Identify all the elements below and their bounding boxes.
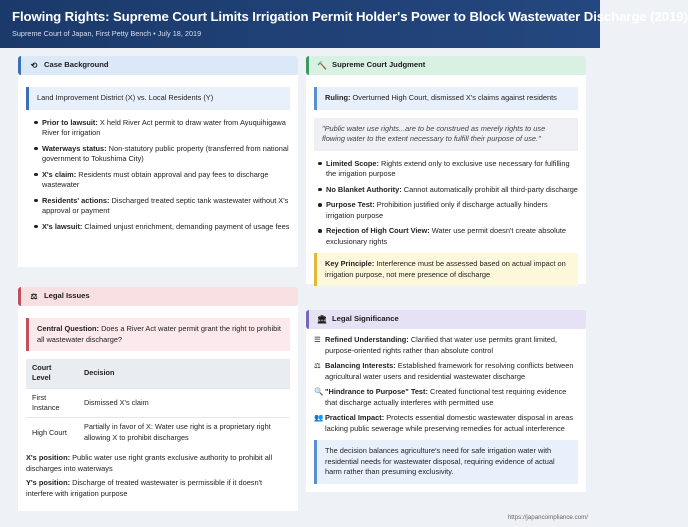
list-item: X's lawsuit: Claimed unjust enrichment, demanding payment of usage fees [34,222,290,233]
list-item: Waterways status: Non-statutory public property (transferred from national government to Tokushima City) [34,144,290,165]
list-item: No Blanket Authority: Cannot automatically prohibit all third-party discharge [318,185,578,196]
legal-significance-heading: 🏛 Legal Significance [306,310,586,329]
court-level-cell: First Instance [26,388,78,418]
page-subtitle: Supreme Court of Japan, First Petty Bench • July 18, 2019 [12,28,202,38]
court-decisions-table [26,359,290,447]
scales-icon: ⚖ [314,361,321,371]
ruling-callout: Ruling: Overturned High Court, dismissed X's claims against residents [314,87,578,110]
case-background-heading: ⟲ Case Background [18,56,298,75]
column-header: Decision [78,359,290,388]
judgment-list [314,159,578,248]
scales-icon: ⚖ [30,291,38,301]
decision-cell: Dismissed X's claim [78,388,290,418]
list-item: Rejection of High Court View: Water use permit doesn't create absolute exclusionary rights [318,226,578,247]
x-position: X's position: Public water use right grants exclusive authority to prohibit all discharges into waterways [26,453,273,473]
institution-icon: 🏛 [316,314,328,324]
judgment-card [306,75,586,284]
significance-summary: The decision balances agriculture's need for safe irrigation water with residential needs for wastewater disposal, requiring evidence of actual harm rather than presuming exclusivity. [314,440,578,484]
list-item: Purpose Test: Prohibition justified only if discharge actually hinders irrigation purpose [318,200,578,221]
table-header-row [26,359,290,388]
table-row [26,388,290,418]
case-background-card [18,75,298,267]
background-list [26,118,290,233]
list-icon: ☰ [314,335,321,344]
page-header [0,0,688,48]
y-position: Y's position: Discharge of treated wastewater is permissible if it doesn't interfere with irrigation purpose [26,478,263,498]
list-item: ⚖ Balancing Interests: Established framework for resolving conflicts between agricultural water users and residential wastewater discharge [314,361,574,381]
legal-significance-card [306,329,586,492]
left-column [18,56,298,511]
list-item: X's claim: Residents must obtain approval and pay fees to discharge wastewater [34,170,290,191]
list-item: 👥 Practical Impact: Protects essential domestic wastewater disposal in areas lacking public sewerage while preserving remedies for actual interference [314,413,574,433]
parties-callout: Land Improvement District (X) vs. Local Residents (Y) [26,87,290,110]
footer-url[interactable]: https://japancompliance.com/ [507,514,588,522]
table-row [26,418,290,447]
key-principle-callout: Key Principle: Interference must be assessed based on actual impact on irrigation purpose, not mere presence of discharge [314,253,578,286]
judgment-heading: 🔨 Supreme Court Judgment [306,56,586,75]
people-icon: 👥 [314,413,324,423]
page-title: Flowing Rights: Supreme Court Limits Irrigation Permit Holder's Power to Block Wastewater Discharge (2019) [12,9,688,24]
history-icon: ⟲ [30,60,38,70]
judgment-quote: "Public water use rights...are to be construed as merely rights to use flowing water to the extent necessary to fulfill their purpose of use." [314,118,578,151]
magnifier-icon: 🔍 [314,387,324,397]
list-item: 🔍 "Hindrance to Purpose" Test: Created functional test requiring evidence that discharge actually interferes with permitted use [314,387,567,407]
legal-issues-heading: ⚖ Legal Issues [18,287,298,306]
gavel-icon: 🔨 [317,60,327,70]
legal-issues-card [18,306,298,511]
list-item: ☰ Refined Understanding: Clarified that water use permits grant limited, purpose-oriented rights rather than absolute control [314,335,558,355]
list-item: Residents' actions: Discharged treated septic tank wastewater without X's approval or payment [34,196,290,217]
column-header: Court Level [26,359,78,388]
central-question-callout: Central Question: Does a River Act water permit grant the right to prohibit all wastewater discharge? [26,318,290,351]
court-level-cell: High Court [26,418,78,447]
list-item: Limited Scope: Rights extend only to exclusive use necessary for fulfilling the irrigation purpose [318,159,578,180]
list-item: Prior to lawsuit: X held River Act permit to draw water from Ayuquihigawa River for irrigation [34,118,290,139]
decision-cell: Partially in favor of X: Water use right is a proprietary right allowing X to prohibit discharges [78,418,290,447]
right-column [306,56,586,492]
